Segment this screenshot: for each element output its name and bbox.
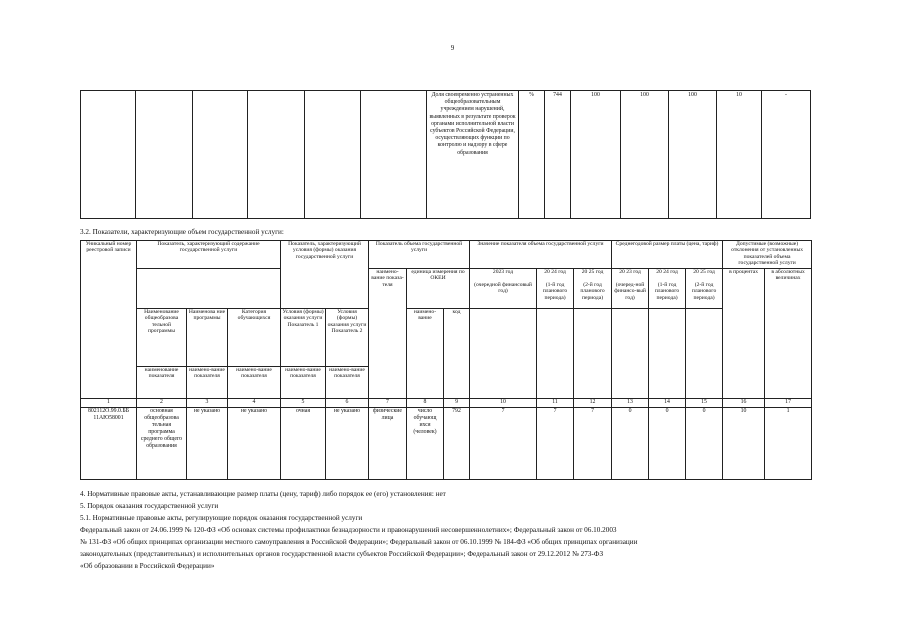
reg-number-cell: 802112О.99.0.ББ 11АЮ58001 bbox=[81, 408, 137, 480]
volume-indicator-header: Показатель объема государственной услуги bbox=[369, 241, 470, 269]
column-number: 5 bbox=[281, 399, 326, 408]
category-header: Категория обучающихся bbox=[228, 309, 281, 367]
fee-2024-header: 20 24 год (1-й год планового периода) bbox=[649, 269, 686, 309]
volume-indicator-table bbox=[80, 240, 812, 480]
form-cell: очная bbox=[281, 408, 326, 480]
in-percent-header: в процентах bbox=[723, 269, 765, 399]
column-number: 4 bbox=[228, 399, 281, 408]
value-2025-cell: 7 bbox=[574, 408, 612, 480]
unit-name-header: наимено-вание bbox=[407, 309, 444, 399]
column-number: 9 bbox=[444, 399, 470, 408]
column-number: 16 bbox=[723, 399, 765, 408]
column-number: 14 bbox=[649, 399, 686, 408]
column-number: 1 bbox=[81, 399, 137, 408]
column-number: 2 bbox=[137, 399, 187, 408]
indicator-label: наименование показателя bbox=[137, 367, 187, 399]
value-2024-cell: 7 bbox=[537, 408, 574, 480]
indicator-name-cell: физические лица bbox=[369, 408, 407, 480]
footer-line-law-2: № 131-ФЗ «Об общих принципах организации местного самоуправления в Российской Федерации»; Федеральный закон от 06.10.1999 № 184-ФЗ «Об общих принципах организации bbox=[80, 538, 638, 546]
fee-2023-header: 20 23 год (очеред-ной финансо-вый год) bbox=[612, 269, 649, 309]
column-number: 17 bbox=[765, 399, 812, 408]
in-absolute-header: в абсолютных величинах bbox=[765, 269, 812, 399]
fee-2025-cell: 0 bbox=[686, 408, 723, 480]
indicator-label: наимено-вание показателя bbox=[187, 367, 228, 399]
reg-number-header: Уникальный номер реестровой записи bbox=[81, 241, 137, 399]
column-number: 12 bbox=[574, 399, 612, 408]
footer-line-law-4: «Об образовании в Российской Федерации» bbox=[80, 562, 215, 570]
empty-cell bbox=[649, 309, 686, 399]
deviations-header: Допустимые (возможные) отклонения от установленных показателей объема государственной услуги bbox=[723, 241, 812, 269]
code-cell: 792 bbox=[444, 408, 470, 480]
condition2-header: Условия (формы) оказания услуги Показатель 2 bbox=[326, 309, 369, 367]
value-cell: 100 bbox=[669, 91, 717, 219]
page-number: 9 bbox=[450, 44, 455, 52]
empty-cell bbox=[248, 91, 305, 219]
column-number: 10 bbox=[470, 399, 537, 408]
indicator-label: наимено-вание показателя bbox=[281, 367, 326, 399]
value-cell: 100 bbox=[621, 91, 669, 219]
year-2023-header: 2023 год (очередной финансовый год) bbox=[470, 269, 537, 309]
program-header: Наименова ние программы bbox=[187, 309, 228, 367]
footer-line-procedure: 5. Порядок оказания государственной услуги bbox=[80, 502, 219, 510]
fee-2025-header: 20 25 год (2-й год планового периода) bbox=[686, 269, 723, 309]
year-2024-header: 20 24 год (1-й год планового периода) bbox=[537, 269, 574, 309]
section-title: 3.2. Показатели, характеризующие объем государственной услуги: bbox=[80, 228, 284, 236]
category-cell: не указано bbox=[228, 408, 281, 480]
unit-cell: число обучающ ихся (человек) bbox=[407, 408, 444, 480]
volume-value-header: Значение показателя объема государственной услуги bbox=[470, 241, 612, 269]
column-number: 15 bbox=[686, 399, 723, 408]
empty-cell bbox=[470, 309, 537, 399]
empty-cell bbox=[81, 91, 136, 219]
footer-line-law-1: Федеральный закон от 24.06.1999 № 120-ФЗ «Об основах системы профилактики безнадзорности и правонарушений несовершеннолетних»; Федеральный закон от 06.10.2003 bbox=[80, 526, 617, 534]
empty-cell bbox=[137, 269, 281, 309]
indicator-label: наимено-вание показателя bbox=[228, 367, 281, 399]
indicator-name-header: наимено-вание показа-теля bbox=[369, 269, 407, 399]
indicator-label: наимено-вание показателя bbox=[326, 367, 369, 399]
value-2023-cell: 7 bbox=[470, 408, 537, 480]
unit-cell: % bbox=[519, 91, 545, 219]
empty-cell bbox=[361, 91, 427, 219]
conditions-indicator-header: Показатель, характеризующий условия (формы) оказания государственной услуги bbox=[281, 241, 369, 309]
empty-cell bbox=[136, 91, 193, 219]
deviation-percent-cell: 10 bbox=[717, 91, 762, 219]
empty-cell bbox=[305, 91, 361, 219]
prog-name-cell: не указано bbox=[187, 408, 228, 480]
column-number: 6 bbox=[326, 399, 369, 408]
column-number: 8 bbox=[407, 399, 444, 408]
deviation-absolute-cell: 1 bbox=[765, 408, 812, 480]
content-indicator-header: Показатель, характеризующий содержание государственной услуги bbox=[137, 241, 281, 269]
program-name-header: Наименование общеобразова тельной программы bbox=[137, 309, 187, 367]
column-number: 7 bbox=[369, 399, 407, 408]
deviation-percent-cell: 10 bbox=[723, 408, 765, 480]
empty-cell bbox=[193, 91, 248, 219]
quality-indicator-table bbox=[80, 90, 811, 219]
value-cell: 100 bbox=[571, 91, 621, 219]
footer-line-regulating-acts: 5.1. Нормативные правовые акты, регулирующие порядок оказания государственной услуги bbox=[80, 514, 363, 522]
okei-code-cell: 744 bbox=[545, 91, 571, 219]
condition2-cell: не указано bbox=[326, 408, 369, 480]
column-number: 13 bbox=[612, 399, 649, 408]
empty-cell bbox=[686, 309, 723, 399]
condition1-header: Условия (формы) оказания услуги Показатель 1 bbox=[281, 309, 326, 367]
year-2025-header: 20 25 год (2-й год планового периода) bbox=[574, 269, 612, 309]
indicator-name-cell: Доля своевременно устраненных общеобразовательным учреждением нарушений, выявленных в результате проверок органами исполнительной власти субъектов Российской Федерации, осуществляющих функции по контролю и надзору в сфере образования bbox=[427, 91, 519, 219]
fee-2024-cell: 0 bbox=[649, 408, 686, 480]
empty-cell bbox=[612, 309, 649, 399]
deviation-absolute-cell: - bbox=[762, 91, 811, 219]
empty-cell bbox=[574, 309, 612, 399]
unit-okei-header: единица измерения по ОКЕИ bbox=[407, 269, 470, 309]
avg-fee-header: Среднегодовой размер платы (цена, тариф) bbox=[612, 241, 723, 269]
footer-line-fee-acts: 4. Нормативные правовые акты, устанавливающие размер платы (цену, тариф) либо порядок ее (его) установления: нет bbox=[80, 490, 446, 498]
fee-2023-cell: 0 bbox=[612, 408, 649, 480]
column-number: 3 bbox=[187, 399, 228, 408]
empty-cell bbox=[537, 309, 574, 399]
column-number: 11 bbox=[537, 399, 574, 408]
footer-line-law-3: законодательных (представительных) и исполнительных органов государственной власти субъектов Российской Федерации»; Федеральный закон от 29.12.2012 № 273-ФЗ bbox=[80, 550, 604, 558]
unit-code-header: код bbox=[444, 309, 470, 399]
program-cell: основная общеобразова тельная программа среднего общего образования bbox=[137, 408, 187, 480]
